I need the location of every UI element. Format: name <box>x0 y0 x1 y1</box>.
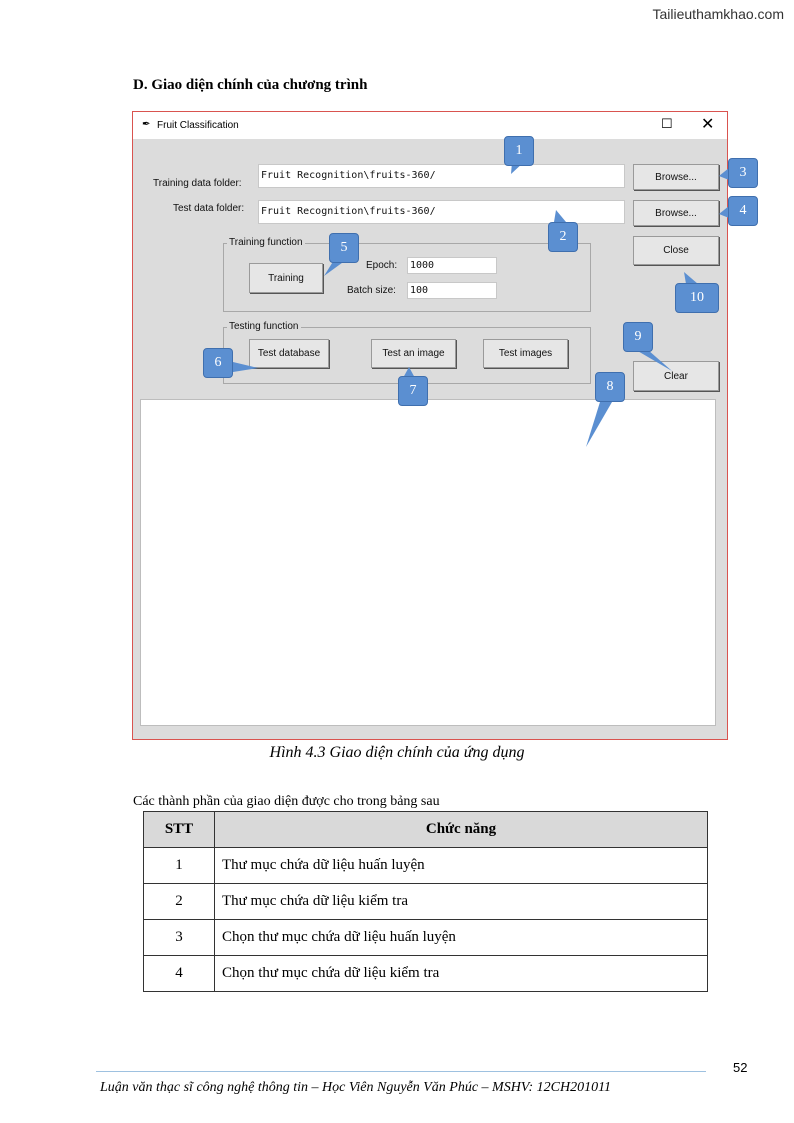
callout-6: 6 <box>203 348 233 378</box>
training-function-title: Training function <box>229 237 303 248</box>
callout-6-pointer <box>233 362 258 372</box>
epoch-input[interactable]: 1000 <box>407 257 497 274</box>
callout-2: 2 <box>548 222 578 252</box>
close-button[interactable]: Close <box>633 236 719 265</box>
footer-divider <box>96 1071 706 1072</box>
table-row <box>144 956 708 992</box>
callout-5: 5 <box>329 233 359 263</box>
function-table <box>143 811 708 992</box>
callout-2-pointer <box>554 210 566 222</box>
table-cell-function: Chọn thư mục chứa dữ liệu kiểm tra <box>215 956 708 992</box>
browse-training-button[interactable]: Browse... <box>633 164 719 190</box>
test-images-button[interactable]: Test images <box>483 339 568 368</box>
callout-7: 7 <box>398 376 428 406</box>
browse-test-button[interactable]: Browse... <box>633 200 719 226</box>
callout-4: 4 <box>728 196 758 226</box>
callout-9: 9 <box>623 322 653 352</box>
intro-text: Các thành phần của giao diện được cho trong bảng sau <box>133 794 440 809</box>
callout-8: 8 <box>595 372 625 402</box>
table-cell-stt: 2 <box>144 884 215 920</box>
watermark: Tailieuthamkhao.com <box>652 6 784 22</box>
test-database-button[interactable]: Test database <box>249 339 329 368</box>
table-row <box>144 884 708 920</box>
callout-10: 10 <box>675 283 719 313</box>
table-cell-stt: 1 <box>144 848 215 884</box>
close-icon[interactable]: ✕ <box>701 116 715 133</box>
table-cell-function: Thư mục chứa dữ liệu kiểm tra <box>215 884 708 920</box>
training-button[interactable]: Training <box>249 263 323 293</box>
feather-icon: ✒ <box>142 119 151 130</box>
table-cell-stt: 3 <box>144 920 215 956</box>
section-title: D. Giao diện chính của chương trình <box>133 77 368 93</box>
callout-3: 3 <box>728 158 758 188</box>
batch-size-input[interactable]: 100 <box>407 282 497 299</box>
window-title: Fruit Classification <box>157 120 239 131</box>
training-folder-input[interactable]: Fruit Recognition\fruits-360/ <box>258 164 625 188</box>
batch-size-label: Batch size: <box>347 285 396 296</box>
table-header-stt: STT <box>144 812 215 848</box>
page-footer: Luận văn thạc sĩ công nghệ thông tin – Học Viên Nguyễn Văn Phúc – MSHV: 12CH201011 <box>100 1080 612 1095</box>
table-cell-function: Thư mục chứa dữ liệu huấn luyện <box>215 848 708 884</box>
testing-function-title: Testing function <box>229 321 299 332</box>
figure-caption: Hình 4.3 Giao diện chính của ứng dụng <box>269 744 525 761</box>
epoch-label: Epoch: <box>366 260 398 271</box>
table-row <box>144 920 708 956</box>
test-folder-label: Test data folder: <box>173 203 245 214</box>
table-cell-function: Chọn thư mục chứa dữ liệu huấn luyện <box>215 920 708 956</box>
maximize-icon[interactable]: ☐ <box>661 116 673 131</box>
callout-8-pointer <box>586 402 612 447</box>
table-cell-stt: 4 <box>144 956 215 992</box>
training-folder-label: Training data folder: <box>153 178 242 189</box>
callout-1: 1 <box>504 136 534 166</box>
clear-button[interactable]: Clear <box>633 361 719 391</box>
page-number: 52 <box>733 1060 748 1075</box>
test-an-image-button[interactable]: Test an image <box>371 339 456 368</box>
test-folder-input[interactable]: Fruit Recognition\fruits-360/ <box>258 200 625 224</box>
table-row <box>144 848 708 884</box>
callout-9-pointer <box>636 350 672 371</box>
table-header-function: Chức năng <box>215 812 708 848</box>
